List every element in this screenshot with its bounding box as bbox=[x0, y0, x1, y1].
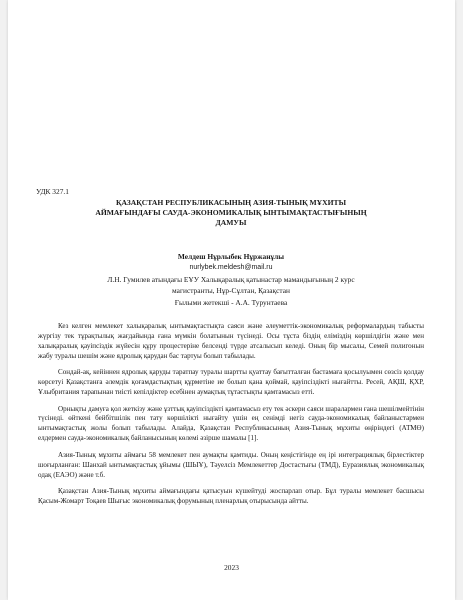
body-text bbox=[38, 322, 424, 513]
author-affiliation-2: магистранты, Нұр-Сұлтан, Қазақстан bbox=[172, 286, 290, 296]
title-line-1: ҚАЗАҚСТАН РЕСПУБЛИКАСЫНЫҢ АЗИЯ-ТЫНЫҚ МҰХИТЫ bbox=[115, 198, 347, 207]
author-email[interactable]: nurlybek.meldesh@mail.ru bbox=[189, 264, 273, 272]
title-line-3: ДАМУЫ bbox=[215, 218, 247, 228]
page-number: 2023 bbox=[224, 563, 239, 572]
author-affiliation-1: Л.Н. Гумилев атындағы ЕҰУ Халықаралық қатынастар мамандығының 2 курс bbox=[107, 274, 355, 284]
paper-title bbox=[38, 198, 424, 229]
author-name: Мелдеш Нұрлыбек Нұржанұлы bbox=[177, 252, 285, 261]
udk-code: УДК 327.1 bbox=[36, 187, 69, 196]
paragraph-5: Қазақстан Азия-Тынық мұхиты аймағындағы қатысуын күшейтуді жоспарлап отыр. Бұл туралы мемлекет басшысы Қасым-Жомарт Тоқаев Шығыс экономикалық форумының пленарлық отырысында айтты. bbox=[38, 487, 424, 505]
paragraph-1: Кез келген мемлекет халықаралық ынтымақтастықта саяси және әлеуметтік-экономикалық реформалардың табысты жүргізу тек тұрақтылық жағдайында ғана мүмкін болатынын түсінеді. Осы тұста біздің еліміздің көршілдігін және мен халықаралық қауіпсіздік жүйесін құру процестеріне белсенді түрде атсалысып келеді. Оның бір мысалы, Семей полигонын жабу туралы шешім және ядролық қарудан бас тартуы болып табылады. bbox=[38, 322, 424, 360]
paragraph-3: Орнықты дамуға қол жеткізу және ұзттық қауіпсіздікті қамтамасыз ету тек әскери саяси шаралармен ғана шешілмейтінін түсінеді. өйткені бейбітшілік пен тату көршілікті нығайту үшін ең сенімді негіз сауда-экономикалық байланыстармен ынтымақтастық жолы болып табылады. Алайда, Қазақстан Республикасының Азия-Тынық мұхиты өңіріндегі (АТМӨ) елдермен сауда-экономикалық байланысының көлемі әзірше шамалы [1]. bbox=[38, 404, 424, 443]
paragraph-2: Сондай-ақ, кейіннен ядролық қаруды таратпау туралы шартты қуаттау бағытталған бастамаға қосылуымен сөзсіз қолдау көрсетуі Қазақстанға әлемдік қоғамдастықтың құрметіне ие болып қана қоймай, қауіпсіздікті нығайтты. Ресей, АҚШ, ҚХР, Ұлыбритания тарапынан тиісті кепілдіктер есебінен аумақтық тұтастықты қамтамасыз етті. bbox=[38, 368, 424, 397]
title-line-2: АЙМАҒЫНДАҒЫ САУДА-ЭКОНОМИКАЛЫҚ ЫНТЫМАҚТАСТЫҒЫНЫҢ bbox=[95, 208, 367, 218]
document-page bbox=[8, 0, 455, 600]
supervisor: Ғылыми жетекші - А.А. Турунтаева bbox=[174, 297, 288, 307]
author-block bbox=[38, 251, 424, 308]
paragraph-4: Азия-Тынық мұхиты аймағы 58 мемлекет пен аумақты қамтиды. Оның кеңістігінде ең ірі интеграциялық бірлестіктер шоғырланған: Шанхай ынтымақтастық ұйымы (ШЫҰ), Тәуелсіз Мемлекеттер Достастығы (ТМД), Еуразиялық экономикалық одақ (ЕАЭО) және т.б. bbox=[38, 450, 424, 479]
